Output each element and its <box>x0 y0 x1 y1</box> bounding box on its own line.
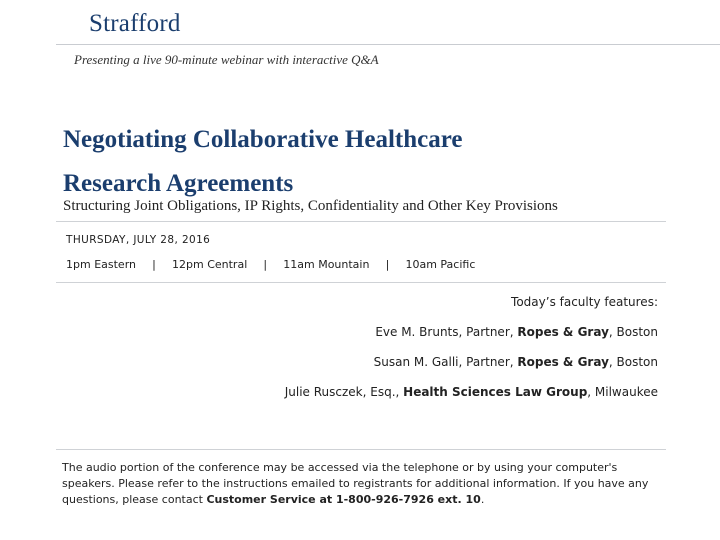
time-separator: | <box>263 258 268 271</box>
title-line-2: Research Agreements <box>63 170 294 197</box>
subtitle-divider <box>56 221 666 222</box>
webinar-subtitle: Structuring Joint Obligations, IP Rights, Confidentiality and Other Key Provisions <box>63 198 558 214</box>
faculty-org: Health Sciences Law Group <box>403 385 588 399</box>
webinar-date: THURSDAY, JULY 28, 2016 <box>66 234 211 246</box>
faculty-city: , Boston <box>608 355 658 369</box>
footer-end: . <box>480 493 485 506</box>
faculty-org: Ropes & Gray <box>517 355 609 369</box>
schedule-divider <box>56 282 666 283</box>
time-central: 12pm Central <box>172 258 248 271</box>
footer-divider <box>56 449 666 450</box>
faculty-heading: Today’s faculty features: <box>511 295 658 309</box>
faculty-city: , Milwaukee <box>587 385 658 399</box>
faculty-name: Eve M. Brunts, Partner, <box>375 325 518 339</box>
time-separator: | <box>152 258 156 271</box>
faculty-name: Julie Rusczek, Esq., <box>284 385 404 399</box>
customer-service-contact: Customer Service at 1-800-926-7926 ext. 10 <box>206 493 481 506</box>
faculty-section <box>285 292 658 412</box>
strafford-logo: Strafford <box>89 10 181 37</box>
time-separator: | <box>385 258 390 271</box>
header-divider <box>56 44 720 45</box>
tagline: Presenting a live 90-minute webinar with interactive Q&A <box>74 52 379 67</box>
time-pacific: 10am Pacific <box>405 258 476 271</box>
footer-notice <box>62 460 662 508</box>
faculty-org: Ropes & Gray <box>517 325 609 339</box>
title-line-1: Negotiating Collaborative Healthcare <box>63 126 463 153</box>
time-mountain: 11am Mountain <box>283 258 370 271</box>
faculty-member <box>285 382 658 412</box>
faculty-city: , Boston <box>608 325 658 339</box>
footer-text: The audio portion of the conference may be accessed via the telephone or by using your computer's speakers. Please refer to the instructions emailed to registrants for additional information. If you have any questions, please contact <box>62 461 649 506</box>
faculty-member <box>285 322 658 352</box>
webinar-times <box>66 258 475 271</box>
faculty-name: Susan M. Galli, Partner, <box>373 355 518 369</box>
webinar-title <box>63 118 663 206</box>
time-eastern: 1pm Eastern <box>66 258 136 271</box>
faculty-member <box>285 352 658 382</box>
